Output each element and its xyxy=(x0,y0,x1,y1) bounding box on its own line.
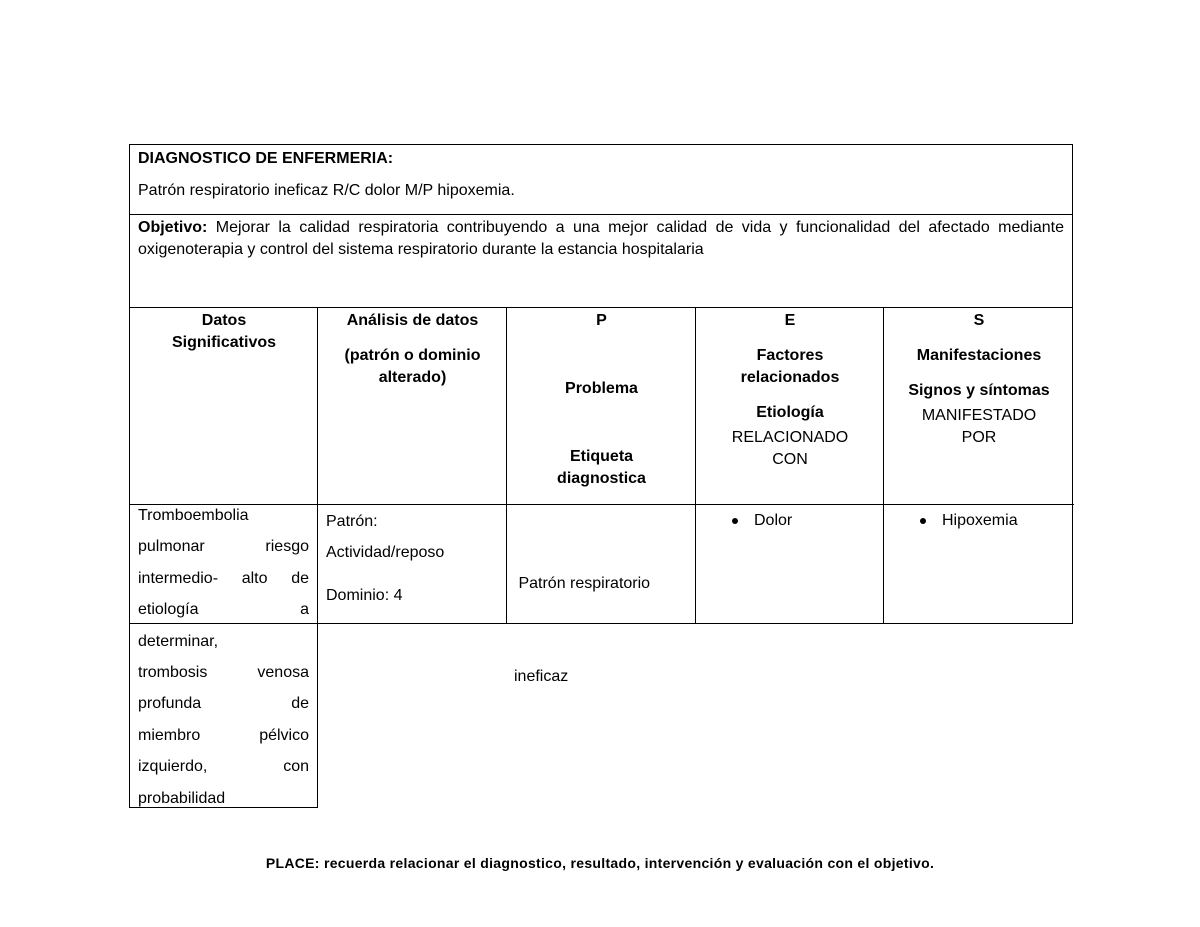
header-s-signos: Signos y síntomas xyxy=(908,382,1050,399)
datos-word: intermedio- xyxy=(138,569,219,587)
footer-note: PLACE: recuerda relacionar el diagnostico, resultado, intervención y evaluación con el objetivo. xyxy=(265,855,935,871)
cell-etiologia-item xyxy=(732,510,884,532)
datos-word: etiología xyxy=(138,601,199,619)
datos-line xyxy=(138,500,309,531)
cell-analisis-line2: Actividad/reposo xyxy=(326,544,445,561)
datos-lines xyxy=(138,500,309,814)
datos-line xyxy=(138,657,309,688)
header-p xyxy=(507,310,696,490)
datos-line xyxy=(138,594,309,625)
header-analisis-line1: Análisis de datos xyxy=(346,312,479,329)
header-s-manifestaciones: Manifestaciones xyxy=(916,347,1042,364)
datos-line xyxy=(138,720,309,751)
cell-datos-significativos xyxy=(129,500,318,808)
diagnosis-title: DIAGNOSTICO DE ENFERMERIA: xyxy=(138,150,394,167)
datos-word: pulmonar xyxy=(138,538,205,556)
header-p-letter: P xyxy=(596,312,607,329)
header-p-problema: Problema xyxy=(565,380,638,397)
header-e-relacionado: RELACIONADO xyxy=(731,429,849,446)
objective-label: Objetivo: xyxy=(138,219,208,236)
header-e-con: CON xyxy=(772,451,808,468)
header-s-manifestado: MANIFESTADO xyxy=(921,407,1037,424)
header-e-relacionados: relacionados xyxy=(740,369,840,386)
datos-word: determinar, xyxy=(138,632,219,650)
objective-section xyxy=(130,215,1072,308)
header-s-letter: S xyxy=(973,312,985,329)
cell-manifestaciones xyxy=(884,510,1074,532)
datos-line xyxy=(138,626,309,657)
datos-word: riesgo xyxy=(265,538,309,556)
diagnosis-section xyxy=(130,145,1072,215)
cell-manifestaciones-text: Hipoxemia xyxy=(942,512,1018,529)
header-e xyxy=(696,310,884,471)
datos-word: con xyxy=(283,758,309,776)
datos-word: venosa xyxy=(257,664,309,682)
header-datos-line2: Significativos xyxy=(171,334,277,351)
bullet-icon xyxy=(920,518,926,524)
header-e-letter: E xyxy=(784,312,796,329)
bullet-icon xyxy=(732,518,738,524)
datos-word: izquierdo, xyxy=(138,758,208,776)
header-e-factores: Factores xyxy=(756,347,824,364)
cell-manifestaciones-item xyxy=(920,510,1074,532)
datos-line xyxy=(138,751,309,782)
datos-line xyxy=(138,563,309,594)
col-divider-4 xyxy=(883,308,884,623)
datos-word: de xyxy=(291,569,309,587)
header-s xyxy=(884,310,1074,449)
datos-word: de xyxy=(291,695,309,713)
objective-text: Mejorar la calidad respiratoria contribuyendo a una mejor calidad de vida y funcionalidad del afectado mediante oxigenoterapia y control del sistema respiratorio durante la estancia hospitalaria xyxy=(138,219,1064,258)
cell-problema-line2: ineficaz xyxy=(514,668,569,685)
cell-analisis-line1: Patrón: xyxy=(326,513,378,530)
header-p-etiqueta: Etiqueta xyxy=(569,448,634,465)
datos-line xyxy=(138,783,309,814)
header-p-diagnostica: diagnostica xyxy=(557,470,646,487)
datos-word: probabilidad xyxy=(138,789,226,807)
datos-word: miembro xyxy=(138,726,201,744)
cell-problema xyxy=(507,506,696,754)
datos-line xyxy=(138,688,309,719)
cell-etiologia-text: Dolor xyxy=(754,512,793,529)
datos-word: trombosis xyxy=(138,664,208,682)
datos-word: profunda xyxy=(138,695,202,713)
header-analisis-line2: (patrón o dominio xyxy=(344,347,481,364)
header-s-por: POR xyxy=(961,429,997,446)
header-datos-line1: Datos xyxy=(201,312,247,329)
datos-word: alto xyxy=(241,569,268,587)
header-analisis xyxy=(318,310,507,389)
header-e-etiologia: Etiología xyxy=(756,404,824,421)
header-analisis-line3: alterado) xyxy=(378,369,447,386)
header-datos xyxy=(130,310,318,354)
cell-problema-line1: Patrón respiratorio xyxy=(514,575,651,592)
datos-word: a xyxy=(300,601,309,619)
cell-analisis-line3: Dominio: 4 xyxy=(326,587,403,604)
cell-analisis xyxy=(318,506,507,611)
diagnosis-text: Patrón respiratorio ineficaz R/C dolor M/P hipoxemia. xyxy=(138,182,515,199)
cell-etiologia xyxy=(696,510,884,532)
spacer xyxy=(318,622,1073,623)
datos-word: Tromboembolia xyxy=(138,507,249,524)
datos-line xyxy=(138,531,309,562)
datos-word: pélvico xyxy=(259,726,309,744)
